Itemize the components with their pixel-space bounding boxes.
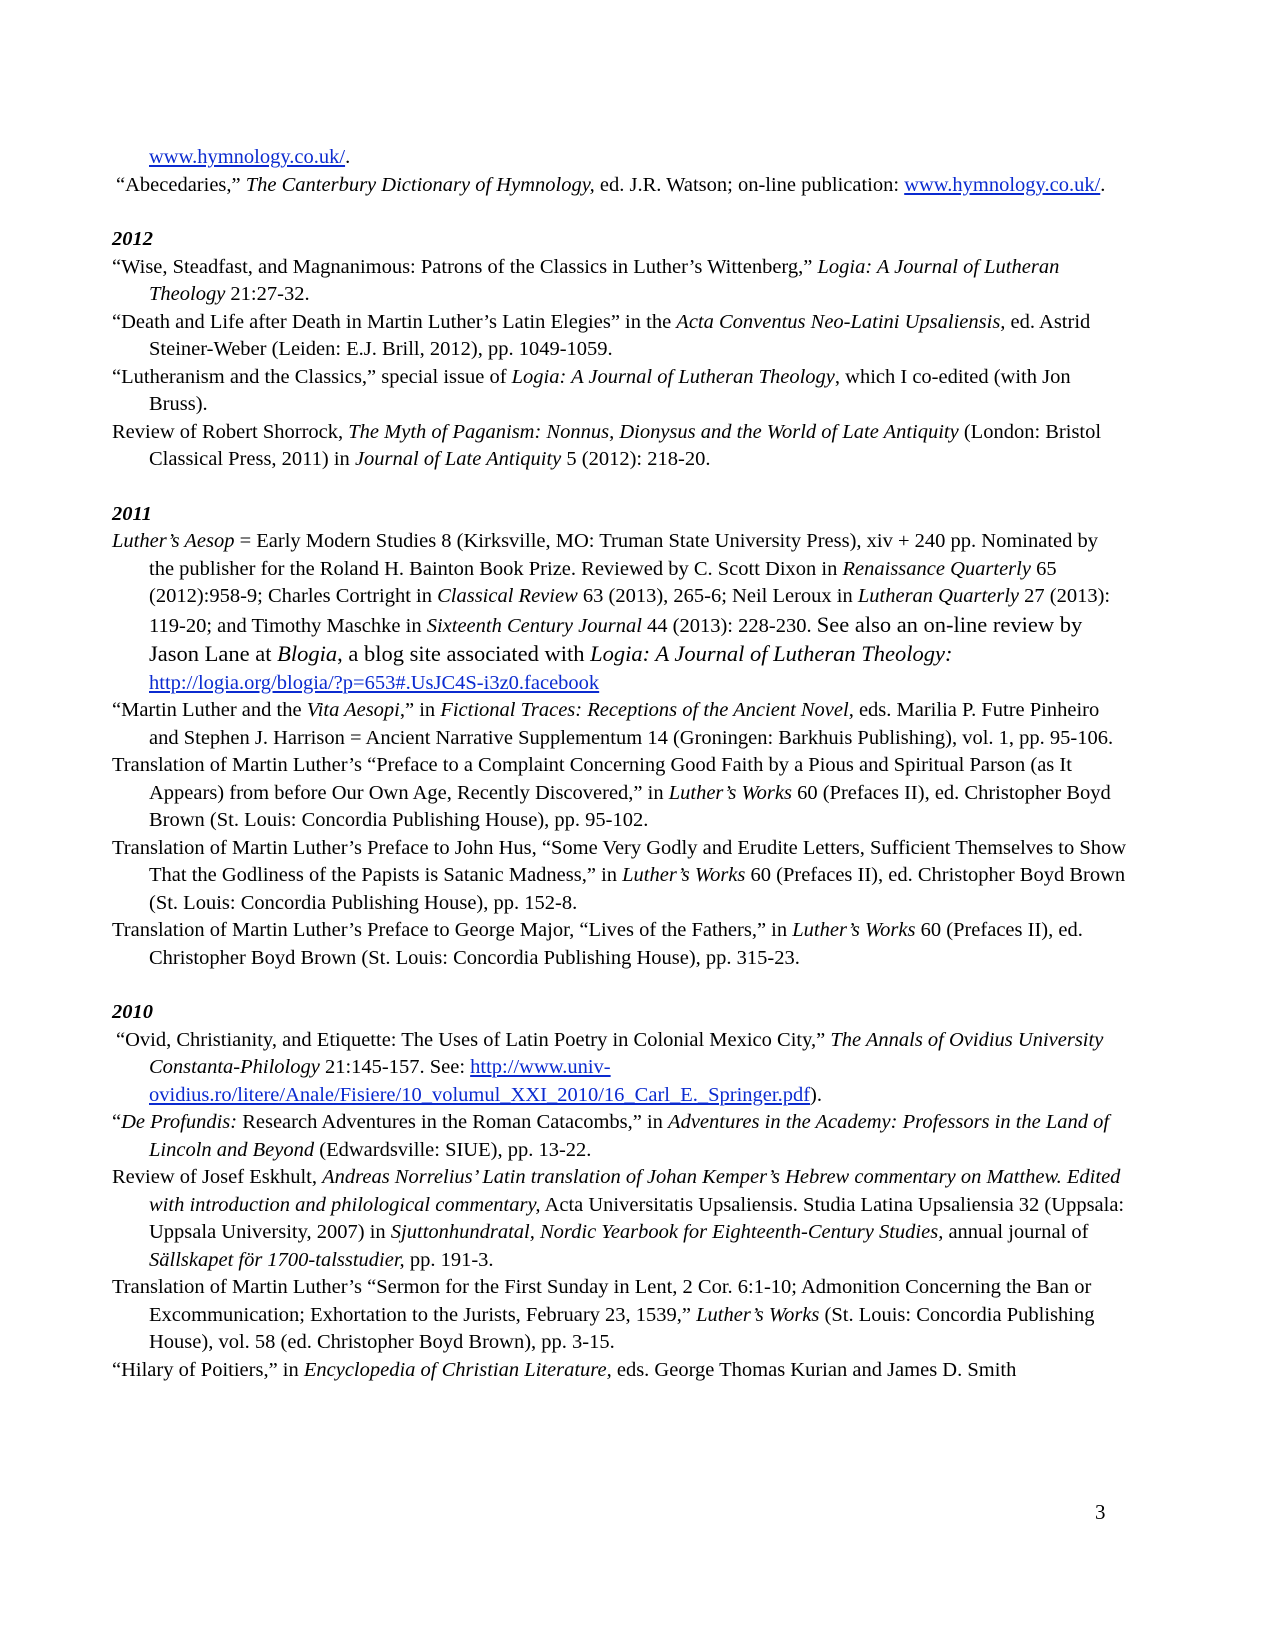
entry-luthers-aesop: Luther’s Aesop = Early Modern Studies 8 (Kirksville, MO: Truman State University Press), xiv + 240 pp. Nominated by the publisher for the Roland H. Bainton Book Prize. Reviewed by C. Scott Dixon in Renaissance Quarterly 65 (2012):958-9; Charles Cortright in Classical Review 63 (2013), 265-6; Neil Leroux in Lutheran Quarterly 27 (2013): 119-20; and Timothy Maschke in Sixteenth Century Journal 44 (2013): 228-230. See also an on-line review by Jason Lane at Blogia, a blog site associated with Logia: A Journal of Lutheran Theology: http://logia.org/blogia/?p=653#.UsJC4S-i3z0.facebook <box>112 530 1111 694</box>
entry-continuation: www.hymnology.co.uk/. <box>149 146 351 168</box>
blogia-link[interactable]: http://logia.org/blogia/?p=653#.UsJC4S-i3z0.facebook <box>149 671 600 694</box>
entry-translation-preface-complaint: Translation of Martin Luther’s “Preface to a Complaint Concerning Good Faith by a Pious and Spiritual Parson (as It Appears) from before Our Own Age, Recently Discovered,” in Luther’s Works 60 (Prefaces II), ed. Christopher Boyd Brown (St. Louis: Concordia Publishing House), pp. 95-102. <box>112 754 1111 831</box>
hymnology-link[interactable]: www.hymnology.co.uk/ <box>904 173 1101 196</box>
page-number: 3 <box>1095 1500 1106 1524</box>
entry-vita-aesopi: “Martin Luther and the Vita Aesopi,” in Fictional Traces: Receptions of the Ancient Novel, eds. Marilia P. Futre Pinheiro and Stephen J. Harrison = Ancient Narrative Supplementum 14 (Groningen: Barkhuis Publishing), vol. 1, pp. 95-106. <box>112 699 1114 749</box>
entry-translation-preface-hus: Translation of Martin Luther’s Preface to John Hus, “Some Very Godly and Erudite Letters, Sufficient Themselves to Show That the Godliness of the Papists is Satanic Madness,” in Luther’s Works 60 (Prefaces II), ed. Christopher Boyd Brown (St. Louis: Concordia Publishing House), pp. 152-8. <box>112 836 1127 914</box>
year-heading-2011: 2011 <box>112 502 152 525</box>
entry-translation-preface-major: Translation of Martin Luther’s Preface to George Major, “Lives of the Fathers,” in Luther’s Works 60 (Prefaces II), ed. Christopher Boyd Brown (St. Louis: Concordia Publishing House), pp. 315-23. <box>112 919 1083 969</box>
ovidius-pdf-link[interactable]: http://www.univ-ovidius.ro/litere/Anale/Fisiere/10_volumul_XXI_2010/16_Carl_E._Springer.pdf <box>149 1056 811 1106</box>
document-page <box>112 144 1127 1384</box>
entry-translation-sermon-lent: Translation of Martin Luther’s “Sermon for the First Sunday in Lent, 2 Cor. 6:1-10; Admonition Concerning the Ban or Excommunication; Exhortation to the Jurists, February 23, 1539,” Luther’s Works (St. Louis: Concordia Publishing House), vol. 58 (ed. Christopher Boyd Brown), pp. 3-15. <box>112 1276 1095 1353</box>
entry-review-eskhult: Review of Josef Eskhult, Andreas Norrelius’ Latin translation of Johan Kemper’s Hebrew commentary on Matthew. Edited with introduction and philological commentary, Acta Universitatis Upsaliensis. Studia Latina Upsaliensia 32 (Uppsala: Uppsala University, 2007) in Sjuttonhundratal, Nordic Yearbook for Eighteenth-Century Studies, annual journal of Sällskapet för 1700-talsstudier, pp. 191-3. <box>112 1166 1125 1271</box>
entry-de-profundis: “De Profundis: Research Adventures in the Roman Catacombs,” in Adventures in the Academy: Professors in the Land of Lincoln and Beyond (Edwardsville: SIUE), pp. 13-22. <box>112 1111 1110 1161</box>
entry-hilary-poitiers: “Hilary of Poitiers,” in Encyclopedia of Christian Literature, eds. George Thomas Kurian and James D. Smith <box>112 1358 1017 1381</box>
year-heading-2010: 2010 <box>112 1001 153 1023</box>
entry-abecedaries: “Abecedaries,” The Canterbury Dictionary of Hymnology, ed. J.R. Watson; on-line publication: www.hymnology.co.uk/. <box>116 173 1106 196</box>
entry-review-shorrock: Review of Robert Shorrock, The Myth of Paganism: Nonnus, Dionysus and the World of Late Antiquity (London: Bristol Classical Press, 2011) in Journal of Late Antiquity 5 (2012): 218-20. <box>112 420 1102 470</box>
entry-wise-steadfast: “Wise, Steadfast, and Magnanimous: Patrons of the Classics in Luther’s Wittenberg,” Logia: A Journal of Lutheran Theology 21:27-32. <box>112 255 1060 305</box>
entry-lutheranism-classics: “Lutheranism and the Classics,” special issue of Logia: A Journal of Lutheran Theology, which I co-edited (with Jon Bruss). <box>112 365 1071 415</box>
hymnology-link[interactable]: www.hymnology.co.uk/ <box>149 146 346 168</box>
entry-ovid-christianity: “Ovid, Christianity, and Etiquette: The Uses of Latin Poetry in Colonial Mexico City,” The Annals of Ovidius University Constanta-Philology 21:145-157. See: http://www.univ-ovidius.ro/litere/Anale/Fisiere/10_volumul_XXI_2010/16_Carl_E._Springer.pdf). <box>116 1028 1104 1106</box>
year-heading-2012: 2012 <box>112 228 153 250</box>
entry-death-and-life: “Death and Life after Death in Martin Luther’s Latin Elegies” in the Acta Conventus Neo-Latini Upsaliensis, ed. Astrid Steiner-Weber (Leiden: E.J. Brill, 2012), pp. 1049-1059. <box>112 310 1091 360</box>
